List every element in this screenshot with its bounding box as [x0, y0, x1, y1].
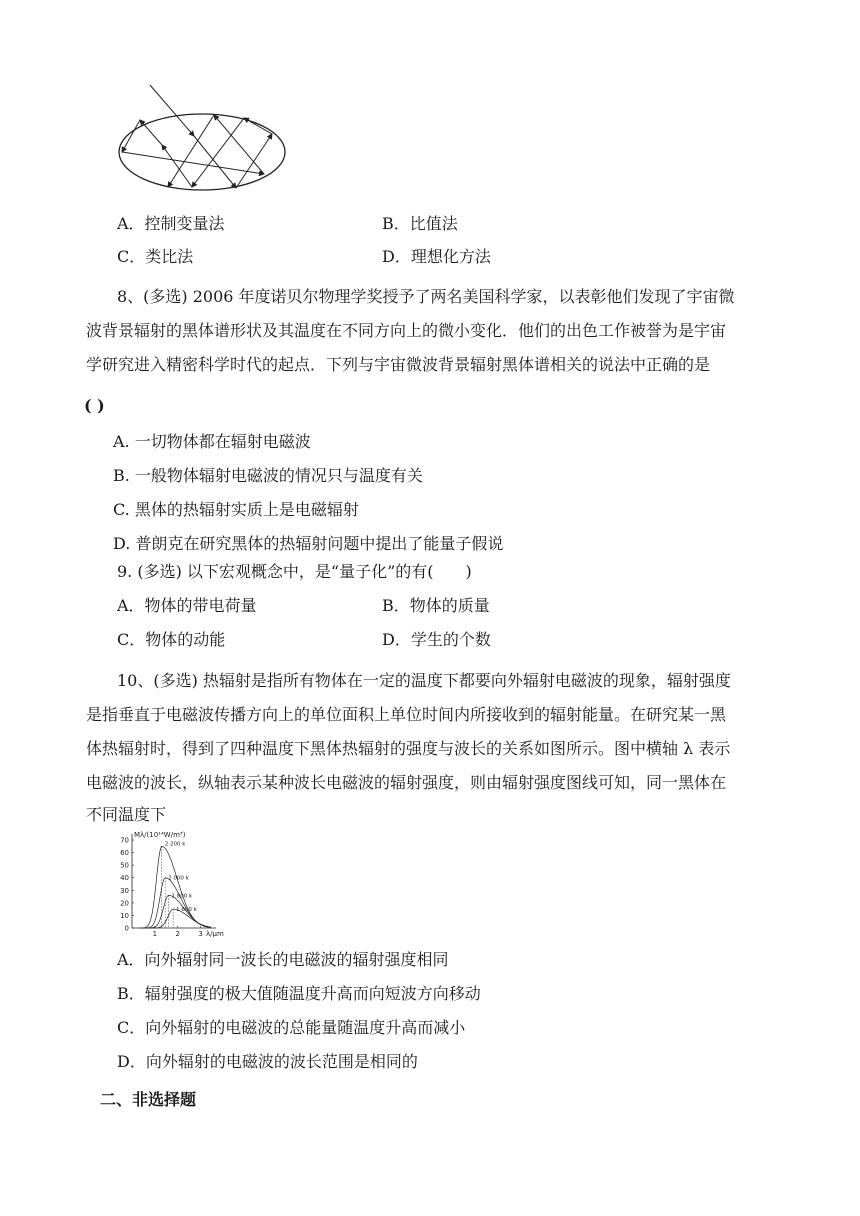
- q7-option-a: A．控制变量法: [117, 214, 225, 233]
- y-tick-label: 10: [120, 911, 129, 920]
- y-tick-label: 0: [124, 924, 129, 933]
- q9-option-b: B．物体的质量: [382, 596, 490, 615]
- x-tick-label: 2: [175, 930, 180, 938]
- q8-stem-line-3: 学研究进入精密科学时代的起点．下列与宇宙微波背景辐射黑体谱相关的说法中正确的是: [86, 355, 711, 374]
- y-tick-label: 40: [120, 874, 129, 883]
- q10-stem-line-2: 是指垂直于电磁波传播方向上的单位面积上单位时间内所接收到的辐射能量。在研究某一黑: [86, 705, 727, 724]
- q8-option-d: D. 普朗克在研究黑体的热辐射问题中提出了能量子假说: [113, 534, 504, 553]
- q10-stem-line-4: 电磁波的波长，纵轴表示某种波长电磁波的辐射强度，则由辐射强度图线可知，同一黑体在: [86, 773, 727, 792]
- q8-option-a: A. 一切物体都在辐射电磁波: [113, 432, 311, 451]
- q9-stem: 9. (多选) 以下宏观概念中，是“量子化”的有( ): [117, 562, 472, 581]
- q10-option-d: D．向外辐射的电磁波的波长范围是相同的: [117, 1052, 418, 1071]
- q10-option-a: A．向外辐射同一波长的电磁波的辐射强度相同: [117, 950, 449, 969]
- series-label-1: 2 000 k: [168, 875, 189, 882]
- section-2-title: 二、非选择题: [100, 1090, 197, 1109]
- q8-answer-blank: ( ): [84, 396, 105, 415]
- y-tick-label: 60: [120, 849, 129, 858]
- blackbody-radiation-chart: [110, 830, 225, 942]
- curve-0: [140, 846, 211, 928]
- y-axis-title: Mλ/(10¹⁴W/m³): [134, 831, 186, 839]
- series-label-3: 1 600 k: [176, 907, 197, 914]
- q9-option-d: D．学生的个数: [382, 630, 491, 649]
- series-label-0: 2 200 k: [164, 841, 186, 848]
- q8-option-c: C. 黑体的热辐射实质上是电磁辐射: [113, 500, 359, 519]
- x-tick-label: 3: [198, 930, 203, 938]
- y-tick-label: 70: [120, 836, 129, 845]
- x-axis-title: λ/μm: [206, 930, 224, 938]
- ellipse-reflection-figure: [110, 82, 290, 194]
- q9-option-c: C．物体的动能: [117, 630, 226, 649]
- q10-stem-line-3: 体热辐射时，得到了四种温度下黑体热辐射的强度与波长的关系如图所示。图中横轴 λ 表示: [86, 739, 731, 758]
- q9-option-a: A．物体的带电荷量: [117, 596, 257, 615]
- q8-stem-line-1: 8、(多选) 2006 年度诺贝尔物理学奖授予了两名美国科学家，以表彰他们发现了宇宙微: [117, 287, 735, 306]
- q10-option-c: C．向外辐射的电磁波的总能量随温度升高而减小: [117, 1018, 466, 1037]
- series-label-2: 1 800 k: [171, 893, 193, 900]
- x-tick-label: 1: [152, 930, 158, 938]
- q10-stem-line-5: 不同温度下: [86, 805, 167, 824]
- q7-option-d: D．理想化方法: [382, 247, 491, 266]
- y-tick-label: 50: [120, 861, 129, 870]
- q10-stem-line-1: 10、(多选) 热辐射是指所有物体在一定的温度下都要向外辐射电磁波的现象，辐射强度: [117, 671, 731, 690]
- q7-option-c: C．类比法: [117, 247, 194, 266]
- q10-option-b: B．辐射强度的极大值随温度升高而向短波方向移动: [117, 984, 481, 1003]
- q8-option-b: B. 一般物体辐射电磁波的情况只与温度有关: [113, 466, 423, 485]
- y-tick-label: 20: [120, 899, 129, 908]
- y-tick-label: 30: [120, 886, 129, 895]
- q7-option-b: B．比值法: [382, 214, 458, 233]
- q8-stem-line-2: 波背景辐射的黑体谱形状及其温度在不同方向上的微小变化．他们的出色工作被誉为是宇宙: [86, 321, 727, 340]
